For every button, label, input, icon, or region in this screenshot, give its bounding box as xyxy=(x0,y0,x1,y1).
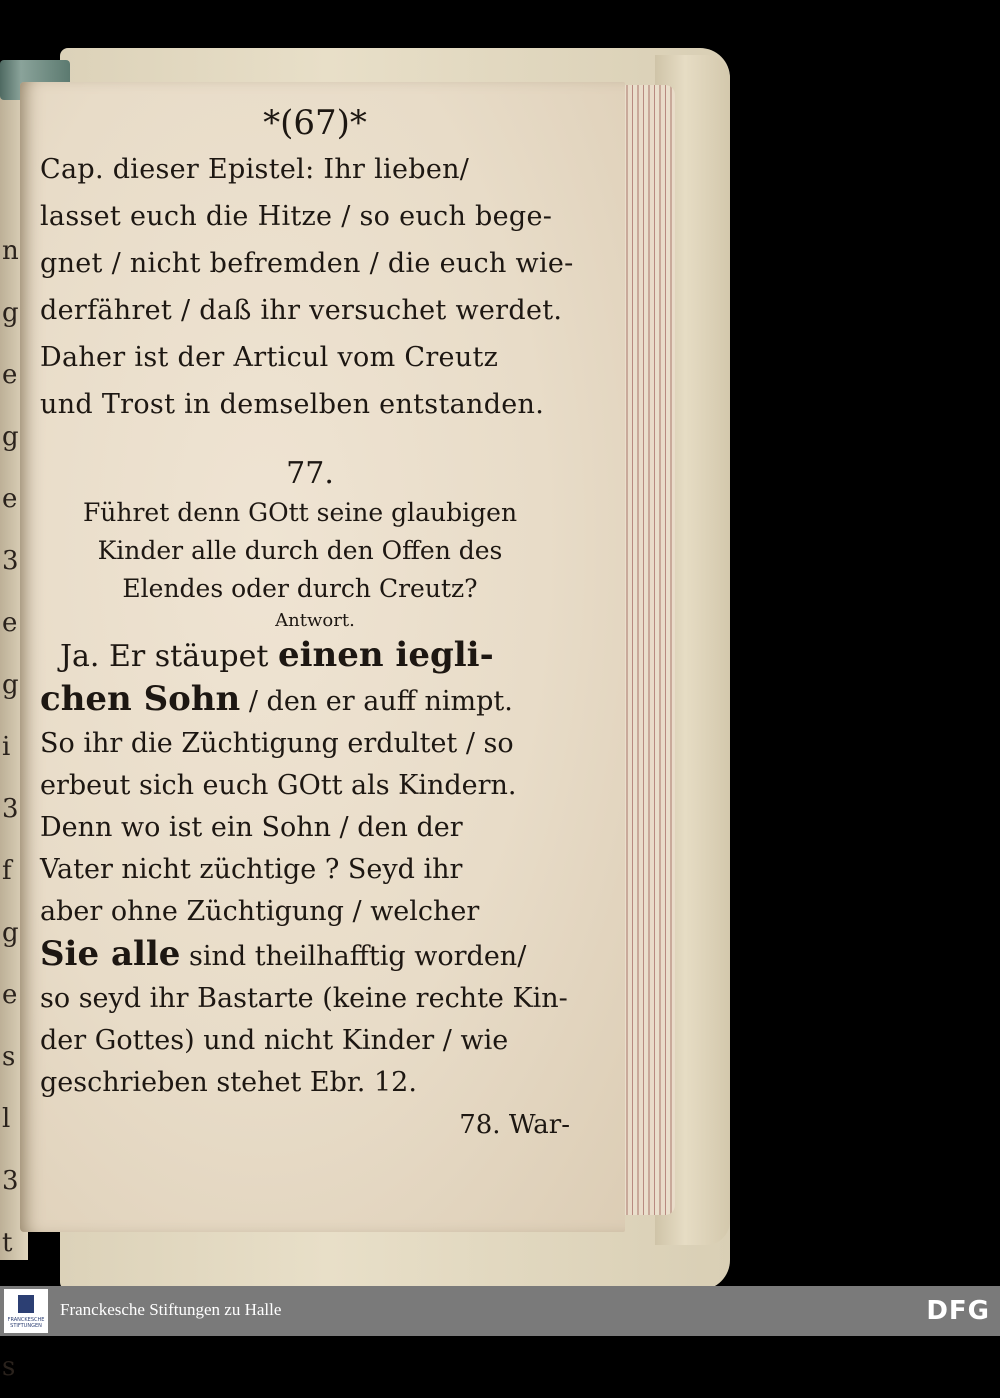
left-margin-letter: 3 xyxy=(2,794,19,824)
answer-second-emph: chen Sohn xyxy=(40,679,241,719)
text-line: erbeut sich euch GOtt als Kindern. xyxy=(40,770,517,801)
answer-big-rest: sind theilhafftig worden/ xyxy=(180,941,527,972)
text-line: lasset euch die Hitze / so euch bege- xyxy=(40,201,553,232)
text-line: geschrieben stehet Ebr. 12. xyxy=(40,1067,417,1098)
text-line: so seyd ihr Bastarte (keine rechte Kin- xyxy=(40,983,568,1014)
left-margin-letters xyxy=(2,220,22,1398)
left-margin-letter: n xyxy=(2,236,19,266)
text-line: aber ohne Züchtigung / welcher xyxy=(40,896,480,927)
left-margin-letter: 3 xyxy=(2,546,19,576)
building-icon xyxy=(18,1295,34,1313)
answer-first-line xyxy=(40,634,560,678)
francke-logo[interactable] xyxy=(4,1289,48,1333)
left-margin-letter: g xyxy=(2,298,19,328)
institution-name[interactable]: Franckesche Stiftungen zu Halle xyxy=(60,1300,282,1319)
answer-big-emph: Sie alle xyxy=(40,934,181,974)
page-header: *(67)* xyxy=(263,103,367,143)
answer-paragraph xyxy=(40,634,568,1104)
question-line: Kinder alle durch den Offen des xyxy=(97,536,503,565)
left-margin-letter: g xyxy=(2,670,19,700)
text-line: gnet / nicht befremden / die euch wie- xyxy=(40,248,574,279)
text-line: und Trost in demselben entstanden. xyxy=(40,389,545,420)
question-line: Führet denn GOtt seine glaubigen xyxy=(82,498,518,527)
left-margin-letter: e xyxy=(2,608,18,638)
dfg-logo[interactable]: DFG xyxy=(926,1296,990,1326)
left-margin-letter: i xyxy=(2,732,11,762)
question-line: Elendes oder durch Creutz? xyxy=(122,574,478,603)
answer-first-start: Ja. Er stäupet xyxy=(60,639,278,674)
top-paragraph xyxy=(40,146,574,428)
question-number: 77. xyxy=(286,456,334,491)
page-text xyxy=(40,100,574,1146)
logo-label: FRANCKESCHE STIFTUNGEN xyxy=(7,1317,45,1329)
text-line: Vater nicht züchtige ? Seyd ihr xyxy=(40,854,463,885)
left-margin-letter: s xyxy=(2,1352,16,1382)
text-line: der Gottes) und nicht Kinder / wie xyxy=(40,1025,509,1056)
left-margin-letter: l xyxy=(2,1104,11,1134)
answer-second-rest: / den er auff nimpt. xyxy=(240,686,513,717)
left-margin-letter: 3 xyxy=(2,1166,19,1196)
answer-first-emph: einen iegli- xyxy=(277,635,494,675)
left-margin-letter: e xyxy=(2,360,18,390)
text-line: So ihr die Züchtigung erdultet / so xyxy=(40,728,514,759)
left-margin-letter: e xyxy=(2,484,18,514)
left-margin-letter: s xyxy=(2,1042,16,1072)
left-margin-letter: e xyxy=(2,980,18,1010)
question xyxy=(40,494,560,608)
left-margin-letter: t xyxy=(2,1228,13,1258)
text-line: Denn wo ist ein Sohn / den der xyxy=(40,812,463,843)
answer-label: Antwort. xyxy=(275,610,355,631)
text-line: derfähret / daß ihr versuchet werdet. xyxy=(40,295,563,326)
text-line: Cap. dieser Epistel: Ihr lieben/ xyxy=(40,154,470,185)
answer-second-line xyxy=(40,678,560,723)
left-margin-letter: g xyxy=(2,422,19,452)
footer-bar xyxy=(0,1286,1000,1336)
left-margin-letter: f xyxy=(2,856,12,886)
answer-big-line xyxy=(40,933,560,978)
catchword: 78. War- xyxy=(459,1110,570,1140)
text-line: Daher ist der Articul vom Creutz xyxy=(40,342,499,373)
left-margin-letter: g xyxy=(2,918,19,948)
